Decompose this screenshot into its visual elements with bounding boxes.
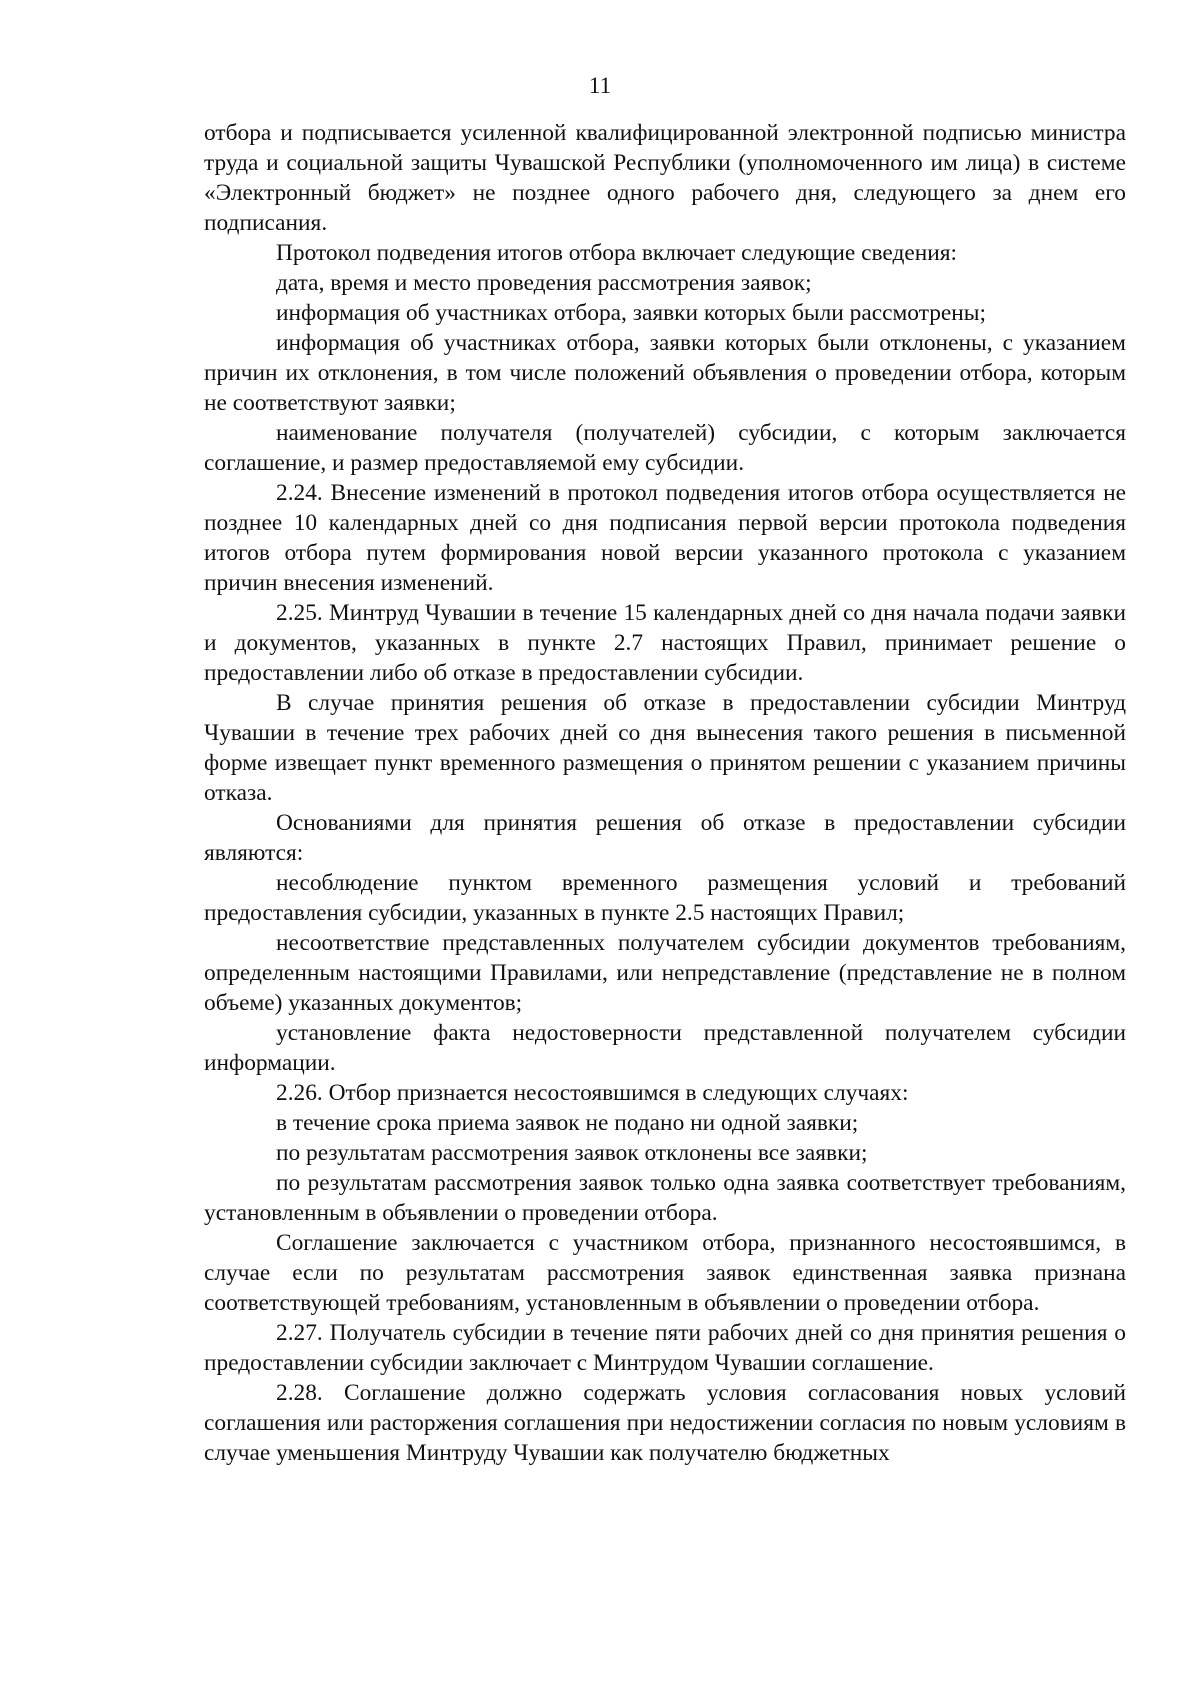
- paragraph: по результатам рассмотрения заявок только одна заявка соответствует требованиям, установленным в объявлении о проведении отбора.: [204, 1170, 1126, 1226]
- page-number: 11: [588, 73, 612, 98]
- paragraph-clause-2-27: 2.27. Получатель субсидии в течение пяти рабочих дней со дня принятия решения о предоставлении субсидии заключает с Минтрудом Чувашии соглашение.: [204, 1320, 1126, 1376]
- paragraph-continuation: отбора и подписывается усиленной квалифицированной электронной подписью министра труда и социальной защиты Чувашской Республики (уполномоченного им лица) в системе «Электронный бюджет» не позднее одного рабочего дня, следующего за днем его подписания.: [204, 120, 1126, 236]
- paragraph: по результатам рассмотрения заявок отклонены все заявки;: [276, 1140, 868, 1166]
- paragraph: дата, время и место проведения рассмотрения заявок;: [276, 270, 812, 296]
- paragraph: Протокол подведения итогов отбора включает следующие сведения:: [276, 240, 958, 266]
- paragraph: информация об участниках отбора, заявки которых были рассмотрены;: [276, 300, 987, 326]
- paragraph-clause-2-26: 2.26. Отбор признается несостоявшимся в следующих случаях:: [276, 1080, 909, 1106]
- paragraph: установление факта недостоверности представленной получателем субсидии информации.: [204, 1020, 1126, 1076]
- paragraph: информация об участниках отбора, заявки которых были отклонены, с указанием причин их отклонения, в том числе положений объявления о проведении отбора, которым не соответствуют заявки;: [204, 330, 1126, 416]
- paragraph: в течение срока приема заявок не подано ни одной заявки;: [276, 1110, 859, 1136]
- paragraph: несоблюдение пунктом временного размещения условий и требований предоставления субсидии, указанных в пункте 2.5 настоящих Правил;: [204, 870, 1126, 926]
- paragraph: наименование получателя (получателей) субсидии, с которым заключается соглашение, и размер предоставляемой ему субсидии.: [204, 420, 1126, 476]
- paragraph-clause-2-25: 2.25. Минтруд Чувашии в течение 15 календарных дней со дня начала подачи заявки и документов, указанных в пункте 2.7 настоящих Правил, принимает решение о предоставлении либо об отказе в предоставлении субсидии.: [204, 600, 1126, 686]
- paragraph: несоответствие представленных получателем субсидии документов требованиям, определенным настоящими Правилами, или непредставление (представление не в полном объеме) указанных документов;: [204, 930, 1126, 1016]
- paragraph-clause-2-24: 2.24. Внесение изменений в протокол подведения итогов отбора осуществляется не позднее 10 календарных дней со дня подписания первой версии протокола подведения итогов отбора путем формирования новой версии указанного протокола с указанием причин внесения изменений.: [204, 480, 1126, 596]
- paragraph: В случае принятия решения об отказе в предоставлении субсидии Минтруд Чувашии в течение трех рабочих дней со дня вынесения такого решения в письменной форме извещает пункт временного размещения о принятом решении с указанием причины отказа.: [204, 690, 1126, 806]
- document-body: [204, 118, 1126, 1468]
- paragraph: Соглашение заключается с участником отбора, признанного несостоявшимся, в случае если по результатам рассмотрения заявок единственная заявка признана соответствующей требованиям, установленным в объявлении о проведении отбора.: [204, 1230, 1126, 1316]
- paragraph: Основаниями для принятия решения об отказе в предоставлении субсидии являются:: [204, 810, 1126, 866]
- paragraph-clause-2-28: 2.28. Соглашение должно содержать условия согласования новых условий соглашения или расторжения соглашения при недостижении согласия по новым условиям в случае уменьшения Минтруду Чувашии как получателю бюджетных: [204, 1380, 1126, 1466]
